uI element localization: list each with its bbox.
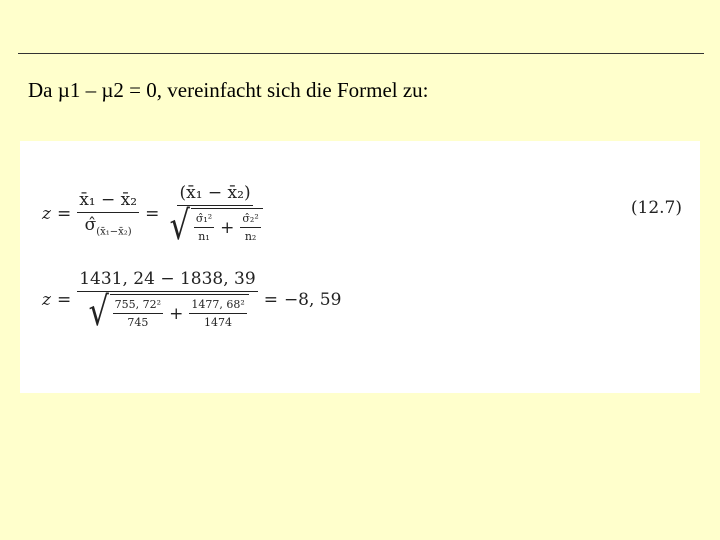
eq2-term2	[189, 298, 246, 329]
sigma-hat-subscript: (x̄₁−x̄₂)	[96, 226, 132, 238]
eq2-equals-2: =	[263, 289, 278, 310]
eq1-equals: =	[56, 203, 72, 224]
eq2-denominator	[84, 289, 251, 335]
equation-numeric	[42, 269, 342, 335]
eq1-lhs: z	[42, 203, 51, 224]
eq1-frac1-numerator: x̄₁ − x̄₂	[77, 190, 139, 213]
eq1-term2	[240, 212, 260, 243]
radical-sign-icon: √	[88, 289, 110, 335]
intro-text: Da µ1 – µ2 = 0, vereinfacht sich die Formel zu:	[28, 78, 429, 102]
formula-image-panel	[20, 141, 700, 393]
top-divider-line	[18, 53, 704, 54]
eq2-numerator: 1431, 24 − 1838, 39	[77, 269, 257, 292]
term1-denominator: n₁	[198, 230, 210, 243]
eq1-equals-2: =	[145, 203, 160, 224]
term2-numerator: σ̂₂²	[240, 212, 260, 228]
term2-denominator: n₂	[244, 230, 257, 243]
eq1-term1	[194, 212, 214, 243]
eq2-equals: =	[56, 289, 72, 310]
radicand-2	[110, 294, 249, 330]
equation-12-7	[42, 183, 265, 249]
equation-number: (12.7)	[630, 198, 682, 218]
eq1-frac2-denominator	[165, 203, 264, 249]
eq2-term2-numerator: 1477, 68²	[189, 298, 246, 314]
square-root	[167, 203, 262, 249]
eq2-term1-denominator: 745	[127, 316, 149, 329]
radicand	[191, 208, 263, 244]
plus-sign-2: +	[169, 303, 184, 324]
square-root-2	[86, 289, 249, 335]
sigma-hat: σ̂	[84, 214, 97, 235]
radical-sign-icon: √	[169, 203, 191, 249]
eq2-lhs: z	[42, 289, 51, 310]
eq2-fraction	[77, 269, 257, 335]
plus-sign: +	[220, 217, 235, 238]
eq1-fraction-2	[165, 183, 264, 249]
eq2-term1	[113, 298, 163, 329]
eq1-fraction-1	[77, 190, 139, 237]
term1-numerator: σ̂₁²	[194, 212, 214, 228]
eq2-term2-denominator: 1474	[204, 316, 233, 329]
eq1-frac2-numerator: (x̄₁ − x̄₂)	[177, 183, 252, 206]
eq1-frac1-denominator	[83, 213, 134, 237]
eq2-result: −8, 59	[283, 289, 342, 310]
eq2-term1-numerator: 755, 72²	[113, 298, 163, 314]
